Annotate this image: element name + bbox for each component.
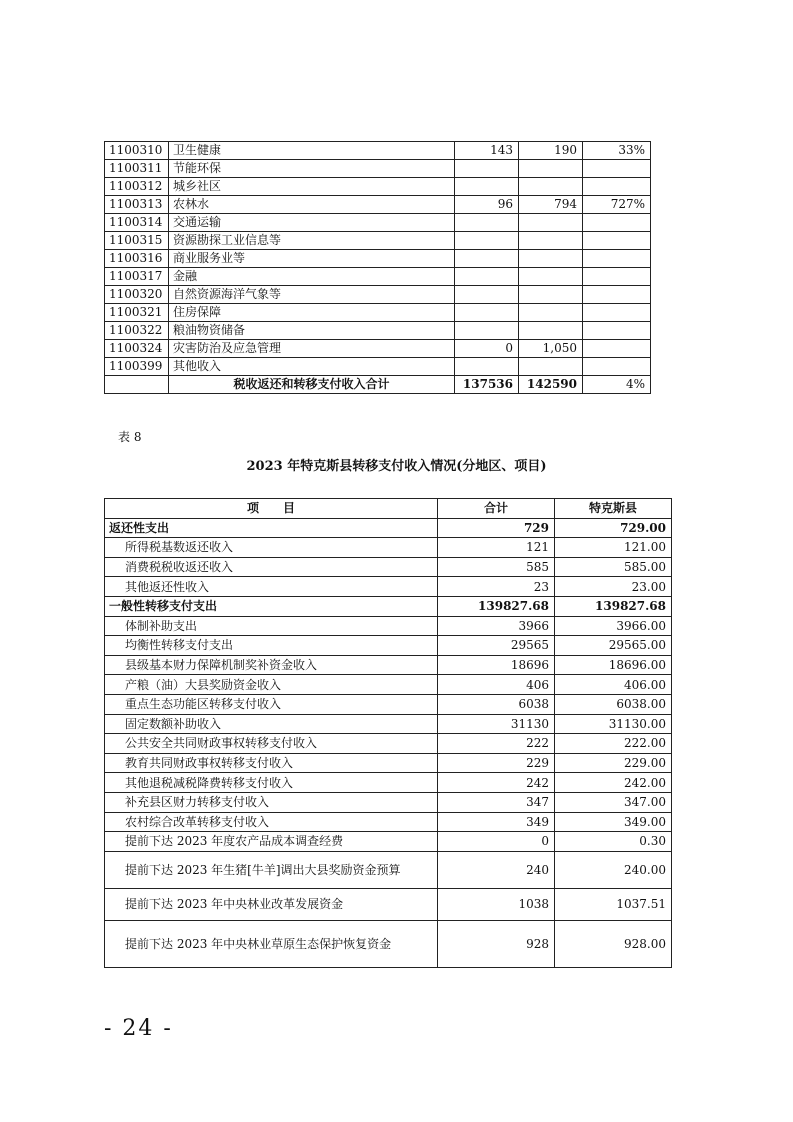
- total-cell: 222: [438, 734, 555, 754]
- item-name-cell: 一般性转移支付支出: [105, 596, 438, 616]
- total-cell: 585: [438, 557, 555, 577]
- value-cell: [455, 358, 519, 376]
- total-cell: 347: [438, 792, 555, 812]
- total-cell: 18696: [438, 655, 555, 675]
- table-row: [105, 250, 651, 268]
- table-row: [105, 538, 672, 558]
- county-cell: 240.00: [555, 851, 672, 888]
- county-cell: 585.00: [555, 557, 672, 577]
- percent-cell: [583, 322, 651, 340]
- county-cell: 349.00: [555, 812, 672, 832]
- code-cell: [105, 376, 169, 394]
- code-cell: 1100313: [105, 196, 169, 214]
- section-row: [105, 518, 672, 538]
- total-cell: 121: [438, 538, 555, 558]
- county-cell: 222.00: [555, 734, 672, 754]
- item-name-cell: 消费税税收返还收入: [105, 557, 438, 577]
- item-name-cell: 均衡性转移支付支出: [105, 636, 438, 656]
- table-row: [105, 616, 672, 636]
- table-row: [105, 286, 651, 304]
- value-cell: 794: [519, 196, 583, 214]
- table-row: [105, 832, 672, 852]
- code-cell: 1100324: [105, 340, 169, 358]
- code-cell: 1100399: [105, 358, 169, 376]
- table-total-row: [105, 376, 651, 394]
- code-cell: 1100320: [105, 286, 169, 304]
- item-name-cell: 固定数额补助收入: [105, 714, 438, 734]
- transfer-payment-table: [104, 498, 672, 968]
- table-row: [105, 196, 651, 214]
- header-item: 项 目: [105, 499, 438, 519]
- table-row: [105, 888, 672, 920]
- percent-cell: 33%: [583, 142, 651, 160]
- value-cell: [519, 214, 583, 232]
- code-cell: 1100317: [105, 268, 169, 286]
- table-row: [105, 694, 672, 714]
- item-name-cell: 返还性支出: [105, 518, 438, 538]
- table-row: [105, 812, 672, 832]
- value-cell: [519, 358, 583, 376]
- value-cell: [455, 232, 519, 250]
- table-label: 表 8: [118, 430, 142, 444]
- item-name-cell: 提前下达 2023 年中央林业改革发展资金: [105, 888, 438, 920]
- section-row: [105, 596, 672, 616]
- county-cell: 0.30: [555, 832, 672, 852]
- table-row: [105, 577, 672, 597]
- value-cell: 142590: [519, 376, 583, 394]
- header-county: 特克斯县: [555, 499, 672, 519]
- name-cell: 自然资源海洋气象等: [169, 286, 455, 304]
- table-row: [105, 792, 672, 812]
- percent-cell: [583, 268, 651, 286]
- item-name-cell: 提前下达 2023 年生猪[牛羊]调出大县奖励资金预算: [105, 851, 438, 888]
- item-name-cell: 公共安全共同财政事权转移支付收入: [105, 734, 438, 754]
- table-row: [105, 655, 672, 675]
- name-cell: 资源勘探工业信息等: [169, 232, 455, 250]
- value-cell: [455, 214, 519, 232]
- total-cell: 139827.68: [438, 596, 555, 616]
- value-cell: [519, 250, 583, 268]
- name-cell: 灾害防治及应急管理: [169, 340, 455, 358]
- total-cell: 229: [438, 753, 555, 773]
- value-cell: 0: [455, 340, 519, 358]
- table-row: [105, 753, 672, 773]
- item-name-cell: 教育共同财政事权转移支付收入: [105, 753, 438, 773]
- header-total: 合计: [438, 499, 555, 519]
- name-cell: 交通运输: [169, 214, 455, 232]
- percent-cell: [583, 232, 651, 250]
- item-name-cell: 产粮（油）大县奖励资金收入: [105, 675, 438, 695]
- table-row: [105, 160, 651, 178]
- total-cell: 729: [438, 518, 555, 538]
- county-cell: 3966.00: [555, 616, 672, 636]
- percent-cell: [583, 340, 651, 358]
- total-cell: 6038: [438, 694, 555, 714]
- item-name-cell: 农村综合改革转移支付收入: [105, 812, 438, 832]
- table-row: [105, 773, 672, 793]
- table-row: [105, 268, 651, 286]
- table-row: [105, 675, 672, 695]
- value-cell: 137536: [455, 376, 519, 394]
- total-cell: 1038: [438, 888, 555, 920]
- value-cell: 190: [519, 142, 583, 160]
- table-row: [105, 142, 651, 160]
- page-number: - 24 -: [104, 1016, 173, 1041]
- table-row: [105, 214, 651, 232]
- table-row: [105, 636, 672, 656]
- name-cell: 卫生健康: [169, 142, 455, 160]
- name-cell: 粮油物资储备: [169, 322, 455, 340]
- table-row: [105, 304, 651, 322]
- table-row: [105, 851, 672, 888]
- item-name-cell: 提前下达 2023 年度农产品成本调查经费: [105, 832, 438, 852]
- item-name-cell: 其他退税减税降费转移支付收入: [105, 773, 438, 793]
- total-cell: 23: [438, 577, 555, 597]
- table-header-row: [105, 499, 672, 519]
- tax-return-table: [104, 141, 651, 394]
- code-cell: 1100310: [105, 142, 169, 160]
- county-cell: 29565.00: [555, 636, 672, 656]
- total-cell: 928: [438, 920, 555, 967]
- total-cell: 31130: [438, 714, 555, 734]
- county-cell: 928.00: [555, 920, 672, 967]
- item-name-cell: 体制补助支出: [105, 616, 438, 636]
- code-cell: 1100311: [105, 160, 169, 178]
- value-cell: [455, 178, 519, 196]
- county-cell: 6038.00: [555, 694, 672, 714]
- code-cell: 1100312: [105, 178, 169, 196]
- item-name-cell: 提前下达 2023 年中央林业草原生态保护恢复资金: [105, 920, 438, 967]
- code-cell: 1100321: [105, 304, 169, 322]
- county-cell: 242.00: [555, 773, 672, 793]
- percent-cell: [583, 214, 651, 232]
- code-cell: 1100316: [105, 250, 169, 268]
- county-cell: 18696.00: [555, 655, 672, 675]
- county-cell: 229.00: [555, 753, 672, 773]
- percent-cell: [583, 304, 651, 322]
- table-row: [105, 178, 651, 196]
- value-cell: [519, 304, 583, 322]
- total-cell: 349: [438, 812, 555, 832]
- county-cell: 23.00: [555, 577, 672, 597]
- table-row: [105, 714, 672, 734]
- value-cell: [455, 322, 519, 340]
- total-cell: 29565: [438, 636, 555, 656]
- table-row: [105, 322, 651, 340]
- county-cell: 139827.68: [555, 596, 672, 616]
- total-cell: 242: [438, 773, 555, 793]
- value-cell: [455, 304, 519, 322]
- value-cell: 143: [455, 142, 519, 160]
- name-cell: 城乡社区: [169, 178, 455, 196]
- item-name-cell: 重点生态功能区转移支付收入: [105, 694, 438, 714]
- name-cell: 农林水: [169, 196, 455, 214]
- code-cell: 1100322: [105, 322, 169, 340]
- county-cell: 121.00: [555, 538, 672, 558]
- county-cell: 729.00: [555, 518, 672, 538]
- item-name-cell: 县级基本财力保障机制奖补资金收入: [105, 655, 438, 675]
- percent-cell: 727%: [583, 196, 651, 214]
- value-cell: [519, 286, 583, 304]
- value-cell: [455, 268, 519, 286]
- item-name-cell: 其他返还性收入: [105, 577, 438, 597]
- value-cell: [519, 232, 583, 250]
- county-cell: 347.00: [555, 792, 672, 812]
- table-row: [105, 920, 672, 967]
- percent-cell: [583, 178, 651, 196]
- value-cell: [455, 160, 519, 178]
- table-row: [105, 340, 651, 358]
- percent-cell: [583, 358, 651, 376]
- county-cell: 406.00: [555, 675, 672, 695]
- name-cell: 税收返还和转移支付收入合计: [169, 376, 455, 394]
- value-cell: [519, 160, 583, 178]
- value-cell: [519, 178, 583, 196]
- total-cell: 406: [438, 675, 555, 695]
- name-cell: 其他收入: [169, 358, 455, 376]
- value-cell: [455, 286, 519, 304]
- item-name-cell: 所得税基数返还收入: [105, 538, 438, 558]
- total-cell: 240: [438, 851, 555, 888]
- table-row: [105, 232, 651, 250]
- percent-cell: [583, 160, 651, 178]
- table-row: [105, 557, 672, 577]
- value-cell: [455, 250, 519, 268]
- table-row: [105, 358, 651, 376]
- value-cell: 1,050: [519, 340, 583, 358]
- percent-cell: [583, 286, 651, 304]
- total-cell: 0: [438, 832, 555, 852]
- value-cell: [519, 322, 583, 340]
- code-cell: 1100315: [105, 232, 169, 250]
- name-cell: 节能环保: [169, 160, 455, 178]
- percent-cell: 4%: [583, 376, 651, 394]
- table-title: 2023 年特克斯县转移支付收入情况(分地区、项目): [246, 459, 547, 474]
- county-cell: 31130.00: [555, 714, 672, 734]
- percent-cell: [583, 250, 651, 268]
- code-cell: 1100314: [105, 214, 169, 232]
- table-row: [105, 734, 672, 754]
- value-cell: 96: [455, 196, 519, 214]
- total-cell: 3966: [438, 616, 555, 636]
- name-cell: 金融: [169, 268, 455, 286]
- county-cell: 1037.51: [555, 888, 672, 920]
- name-cell: 商业服务业等: [169, 250, 455, 268]
- item-name-cell: 补充县区财力转移支付收入: [105, 792, 438, 812]
- name-cell: 住房保障: [169, 304, 455, 322]
- value-cell: [519, 268, 583, 286]
